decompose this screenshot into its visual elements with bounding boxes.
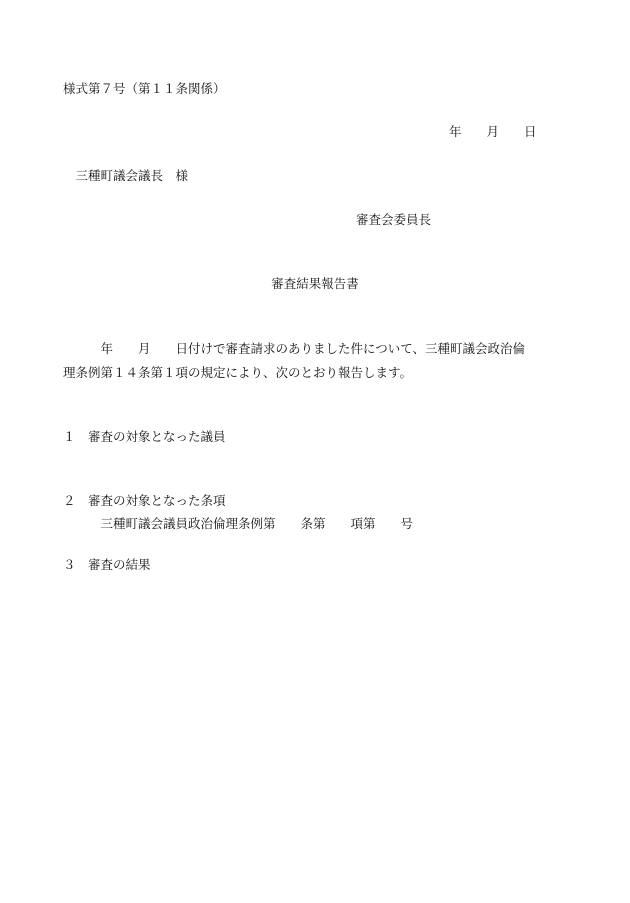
body-text-line: 年 月 日付けで審査請求のありました件について、三種町議会政治倫 bbox=[63, 341, 526, 356]
sender: 審査会委員長 bbox=[356, 212, 432, 227]
form-number: 様式第７号（第１１条関係） bbox=[63, 81, 226, 96]
document-title: 審査結果報告書 bbox=[271, 276, 359, 291]
date-line: 年 月 日 bbox=[449, 124, 537, 139]
list-item-reviewed-clause: ２ 審査の対象となった条項 bbox=[63, 493, 226, 508]
list-item-reviewed-member: １ 審査の対象となった議員 bbox=[63, 429, 226, 444]
list-item-review-result: ３ 審査の結果 bbox=[63, 557, 151, 572]
clause-reference-line: 三種町議会議員政治倫理条例第 条第 項第 号 bbox=[63, 516, 414, 531]
addressee: 三種町議会議長 様 bbox=[63, 168, 189, 183]
body-text-line: 理条例第１４条第１項の規定により、次のとおり報告します。 bbox=[63, 365, 413, 380]
